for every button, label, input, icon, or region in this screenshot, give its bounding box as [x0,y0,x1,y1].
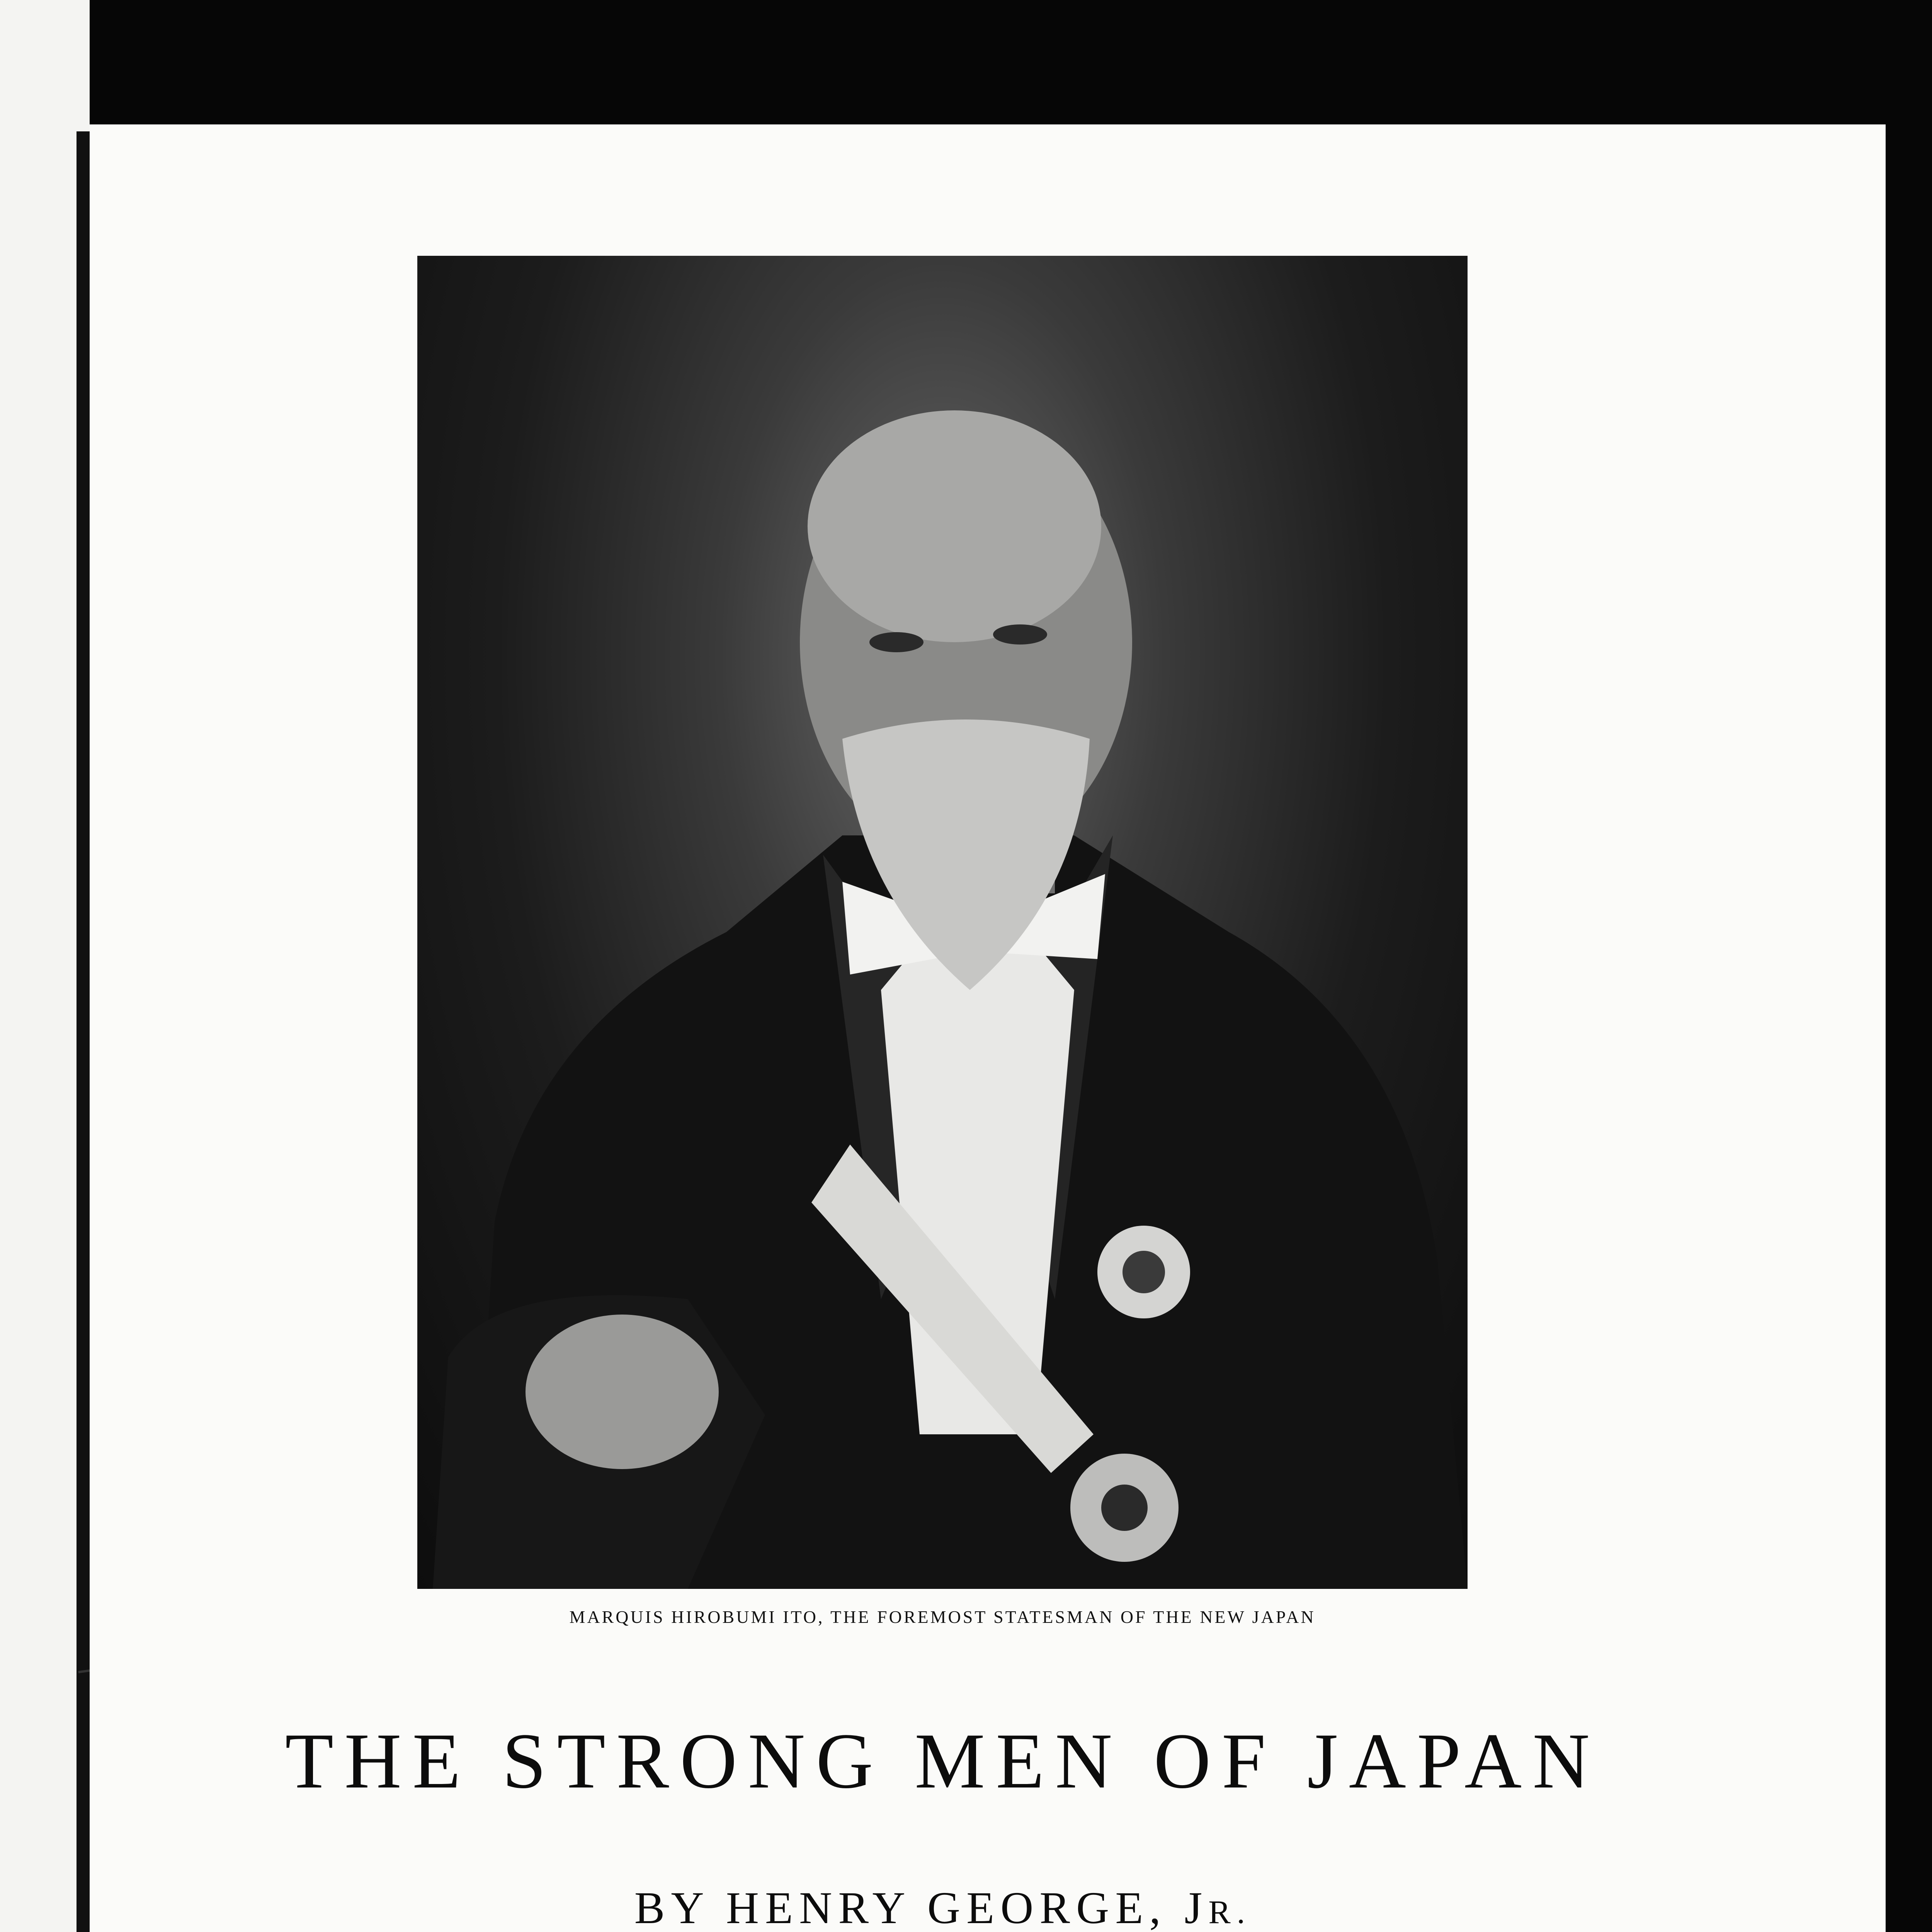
byline-suffix: R. [1208,1893,1252,1930]
adjacent-page-edge [0,0,90,1932]
portrait-illustration [417,256,1468,1589]
portrait-photograph [417,256,1468,1589]
article-title: THE STRONG MEN OF JAPAN [285,1717,1601,1805]
byline-name: BY HENRY GEORGE, J [634,1883,1209,1932]
photo-caption: MARQUIS HIROBUMI ITO, THE FOREMOST STATESMAN OF THE NEW JAPAN [569,1607,1316,1627]
article-byline [193,1882,1692,1932]
